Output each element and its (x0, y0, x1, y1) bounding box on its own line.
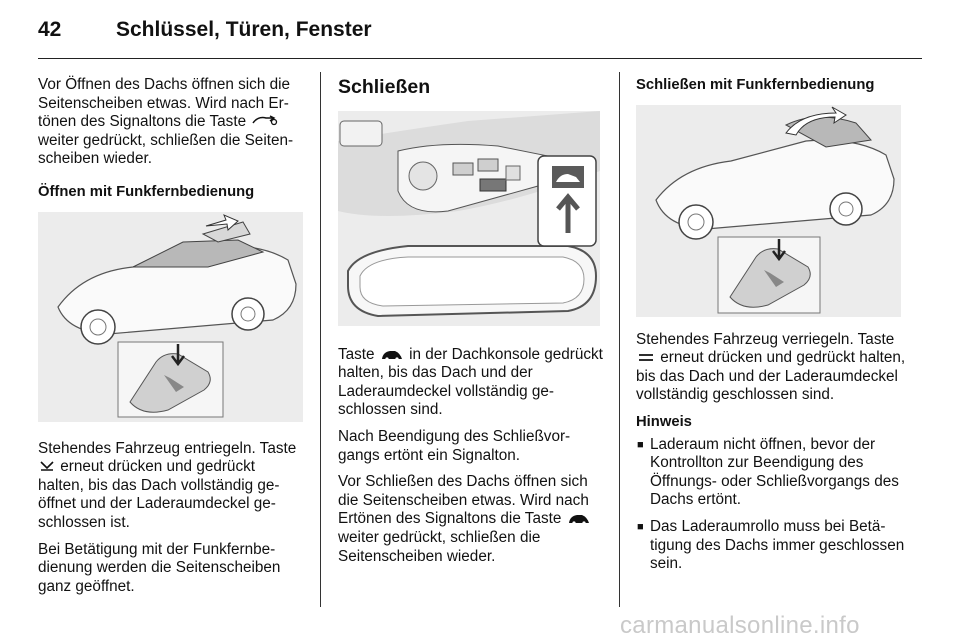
watermark: carmanualsonline.info (620, 612, 860, 639)
roof-console-illustration (338, 111, 600, 326)
figure-roof-console (338, 111, 600, 326)
signal-tone-paragraph: Nach Beendigung des Schließvorgangs ertönt ein Signalton. (338, 427, 571, 464)
note-heading: Hinweis (636, 413, 692, 430)
close-remote-paragraph: Stehendes Fahrzeug verriegeln. Taste erneut drücken und gedrückt halten, bis das Dach und der Laderaumdeckel vollständig geschlossen sind. (636, 330, 906, 404)
section-heading-close: Schließen (338, 76, 431, 98)
chapter-title: Schlüssel, Türen, Fenster (116, 18, 372, 41)
column-divider (619, 72, 620, 607)
figure-convertible-opening (38, 212, 303, 422)
intro-paragraph: Vor Öffnen des Dachs öffnen sich die Seitenscheiben etwas. Wird nach Ertönen des Signaltons die Taste weiter gedrückt, schließen die Seitenscheiben wieder. (38, 76, 294, 168)
figure-convertible-closing (636, 105, 901, 317)
header-rule (38, 58, 922, 59)
page-header (38, 18, 922, 48)
note-list (636, 436, 906, 574)
column-divider (320, 72, 321, 607)
open-remote-paragraph: Stehendes Fahrzeug entriegeln. Taste erneut drücken und gedrückt halten, bis das Dach vollständig geöffnet und der Laderaumdeckel geschlossen ist. (38, 439, 297, 531)
remote-window-paragraph: Bei Betätigung mit der Funkfernbedienung werden die Seitenscheiben ganz geöffnet. (38, 540, 281, 595)
page-number: 42 (38, 18, 62, 41)
convertible-closing-illustration (636, 105, 901, 317)
subheading-open-remote: Öffnen mit Funkfernbedienung (38, 183, 255, 200)
column-3 (636, 76, 906, 582)
list-item: ■ Das Laderaumrollo muss bei Betätigung des Dachs immer geschlossen sein. (637, 517, 905, 573)
column-1 (38, 76, 303, 604)
roof-open-key-icon (252, 113, 278, 132)
car-roof-close-icon (381, 348, 403, 360)
side-windows-paragraph: Vor Schließen des Dachs öffnen sich die Seitenscheiben etwas. Wird nach Ertönen des Signaltons die Taste weiter gedrückt, schließen die Seitenscheiben wieder. (338, 473, 589, 565)
bullet-icon: ■ (637, 520, 644, 533)
unlock-key-icon (40, 458, 54, 477)
close-console-paragraph: Taste in der Dachkonsole gedrückt halten, bis das Dach und der Laderaumdeckel vollständig geschlossen sind. (338, 345, 603, 419)
subheading-close-remote: Schließen mit Funkfernbedienung (636, 77, 875, 93)
column-2 (338, 76, 606, 574)
convertible-opening-illustration (38, 212, 303, 422)
lock-key-icon (638, 349, 654, 368)
bullet-icon: ■ (637, 438, 644, 451)
list-item: ■ Laderaum nicht öffnen, bevor der Kontrollton zur Beendigung des Öffnungs- oder Schließvorgangs des Dachs ertönt. (637, 435, 899, 509)
car-roof-close-icon (568, 512, 590, 524)
